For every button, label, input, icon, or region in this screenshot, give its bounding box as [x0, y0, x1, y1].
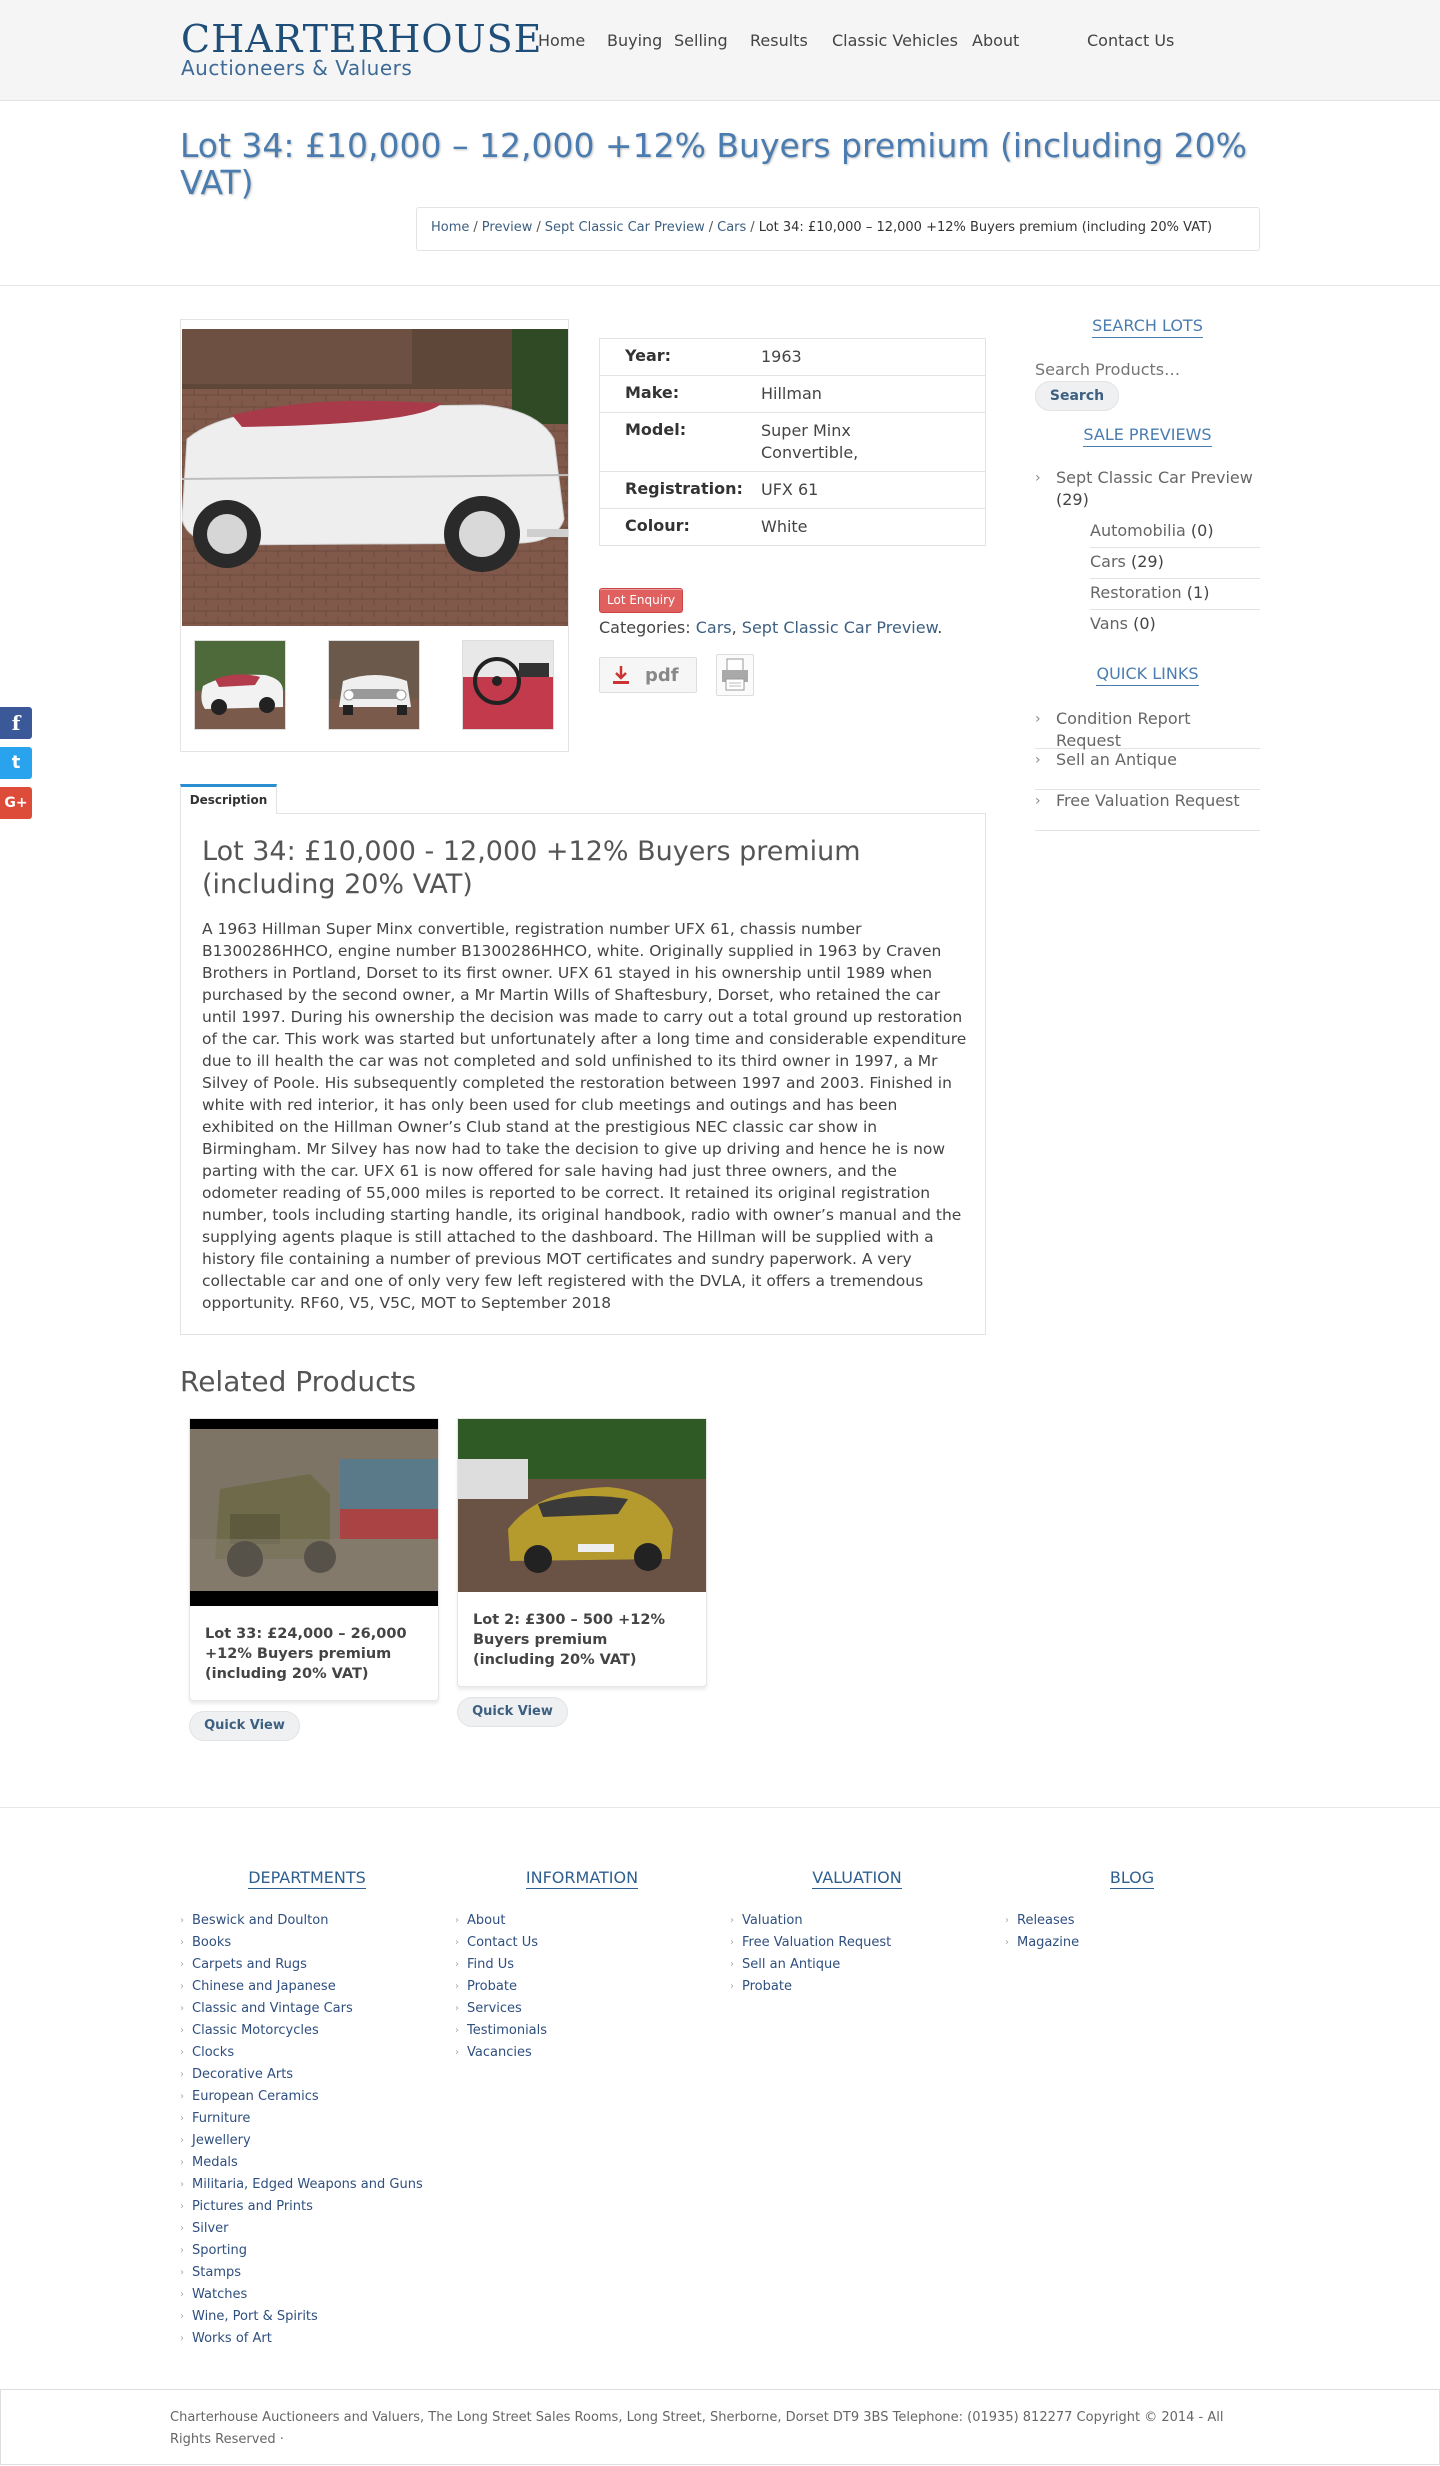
footer-link-label: Beswick and Doulton	[192, 1913, 329, 1928]
footer-heading-text: DEPARTMENTS	[248, 1868, 366, 1887]
bullet-icon: ›	[1005, 1937, 1009, 1948]
footer-link-label: Books	[192, 1935, 232, 1950]
description-title: Lot 34: £10,000 - 12,000 +12% Buyers premium (including 20% VAT)	[202, 836, 861, 900]
quick-view-button[interactable]: Quick View	[189, 1711, 300, 1741]
footer-link[interactable]	[455, 1954, 547, 1976]
quick-link-condition-report[interactable]	[1035, 708, 1260, 749]
footer-link[interactable]	[180, 2240, 423, 2262]
footer-link[interactable]	[180, 1998, 423, 2020]
footer-link-label: Probate	[467, 1979, 517, 1994]
footer-link[interactable]	[455, 1932, 547, 1954]
footer-link-label: Sporting	[192, 2243, 248, 2258]
footer-link[interactable]	[730, 1976, 891, 1998]
description-body: A 1963 Hillman Super Minx convertible, registration number UFX 61, chassis number B1300286HHCO, engine number B1300286HHCO, white. Originally supplied in 1963 by Craven Brothers in Portland, Dorset to its first owner. UFX 61 stayed in his ownership until 1989 when purchased by the second owner, a Mr Martin Wills of Shaftesbury, Dorset, who retained the car until 1997. During his ownership the decision was made to carry out a total ground up restoration of the car. This work was started but unfortunately after a long time and considerable expenditure due to ill health the car was not completed and sold unfinished to its third owner in 1997, a Mr Silvey of Poole. His subsequently completed the restoration between 1997 and 2003. Finished in white with red interior, it has only been used for club meetings and outings and has been exhibited on the Hillman Owner’s Club stand at the prestigious NEC classic car show in Birmingham. Mr Silvey has now had to take the decision to give up driving and hence he is now parting with the car. UFX 61 is now offered for sale having had just three owners, and the odometer reading of 55,000 miles is reported to be correct. It retained its original registration number, tools including starting handle, its original handbook, radio with owner’s manual and the supplying agents plaque is still attached to the dashboard. The Hillman will be supplied with a history file containing a number of previous MOT certificates and sundry paperwork. A very collectable car and one of only very few left registered with the DVLA, it offers a tremendous opportunity. RF60, V5, V5C, MOT to September 2018	[202, 920, 967, 1312]
footer-link-label: Releases	[1017, 1913, 1075, 1928]
footer-heading-text: INFORMATION	[525, 1868, 639, 1887]
subitem-count: (1)	[1186, 583, 1210, 602]
footer-link-label: Vacancies	[467, 2045, 532, 2060]
pdf-download-button[interactable]	[599, 657, 697, 693]
bullet-icon: ›	[180, 2289, 184, 2300]
footer-heading-text: BLOG	[1109, 1868, 1155, 1887]
footer-link[interactable]	[180, 2196, 423, 2218]
footer-link-label: Silver	[192, 2221, 229, 2236]
bullet-icon: ›	[180, 2267, 184, 2278]
spec-label: Registration:	[625, 479, 743, 498]
spec-row-year	[600, 339, 985, 376]
related-product-card[interactable]	[457, 1418, 707, 1687]
footer-list	[730, 1910, 891, 1998]
footer-link-label: Valuation	[742, 1913, 803, 1928]
categories-separator: ,	[731, 618, 742, 637]
footer-link-label: Medals	[192, 2155, 238, 2170]
category-link-cars[interactable]: Cars	[695, 618, 732, 637]
copyright-bar	[0, 2389, 1440, 2465]
breadcrumb-separator: /	[708, 220, 714, 235]
footer-link-label: Free Valuation Request	[742, 1935, 892, 1950]
footer-column-valuation	[730, 1868, 984, 1994]
footer-link[interactable]	[180, 2042, 423, 2064]
subitem-count: (0)	[1190, 521, 1214, 540]
footer-link[interactable]	[1005, 1932, 1079, 1954]
footer-link[interactable]	[455, 1998, 547, 2020]
footer-link[interactable]	[180, 1932, 423, 1954]
gallery-thumbnail[interactable]	[194, 640, 286, 730]
footer-heading	[455, 1868, 709, 1887]
spec-row-make	[600, 376, 985, 413]
related-product-card[interactable]	[189, 1418, 439, 1701]
nav-classic-vehicles[interactable]: Classic Vehicles	[832, 31, 958, 50]
bullet-icon: ›	[180, 2047, 184, 2058]
search-lots-heading	[1035, 316, 1260, 335]
bullet-icon: ›	[180, 2245, 184, 2256]
categories-suffix: .	[937, 618, 943, 637]
related-product-title[interactable]: Lot 2: £300 – 500 +12% Buyers premium (including 20% VAT)	[473, 1612, 665, 1668]
footer-link[interactable]	[455, 1976, 547, 1998]
footer-heading-text: VALUATION	[812, 1868, 902, 1887]
footer-link-label: Services	[467, 2001, 522, 2016]
copyright-text: Charterhouse Auctioneers and Valuers, The Long Street Sales Rooms, Long Street, Sherborne, Dorset DT9 3BS Telephone: (01935) 812277 Copyright © 2014 - All Rights Reserved ·	[170, 2410, 1224, 2447]
site-logo[interactable]	[181, 18, 542, 80]
footer-link-label: Watches	[192, 2287, 248, 2302]
footer-link[interactable]	[1005, 1910, 1079, 1932]
bullet-icon: ›	[180, 2223, 184, 2234]
footer-link[interactable]	[180, 1910, 423, 1932]
chevron-right-icon: ›	[1035, 711, 1041, 727]
breadcrumb-home[interactable]: Home	[431, 220, 470, 235]
spec-value: UFX 61	[761, 480, 819, 499]
main-product-image[interactable]	[182, 329, 568, 626]
footer-link-label: Stamps	[192, 2265, 242, 2280]
subitem-link-restoration[interactable]: Restoration	[1090, 583, 1182, 602]
footer-link[interactable]	[180, 2218, 423, 2240]
quick-link-sell-antique[interactable]	[1035, 749, 1260, 790]
chevron-right-icon: ›	[1035, 752, 1041, 768]
footer-link[interactable]	[180, 2174, 423, 2196]
quick-link-label: Free Valuation Request	[1056, 791, 1240, 810]
footer-heading	[730, 1868, 984, 1887]
footer-column-departments	[180, 1868, 434, 2346]
footer-link-label: European Ceramics	[192, 2089, 319, 2104]
bullet-icon: ›	[180, 1937, 184, 1948]
bullet-icon: ›	[180, 2157, 184, 2168]
sale-previews-heading	[1035, 425, 1260, 444]
footer-link-label: Militaria, Edged Weapons and Guns	[192, 2177, 423, 2192]
quick-links-heading-text: QUICK LINKS	[1096, 664, 1198, 686]
bullet-icon: ›	[180, 1981, 184, 1992]
bullet-icon: ›	[180, 2333, 184, 2344]
footer-heading	[1005, 1868, 1259, 1887]
footer-link-label: Chinese and Japanese	[192, 1979, 336, 1994]
breadcrumb-preview[interactable]: Preview	[481, 220, 533, 235]
nav-selling[interactable]: Selling	[674, 31, 728, 50]
quick-link-label: Condition Report Request	[1056, 709, 1191, 750]
sale-preview-item	[1035, 467, 1260, 511]
product-gallery	[180, 319, 569, 752]
nav-contact-us[interactable]: Contact Us	[1087, 31, 1175, 50]
site-header	[0, 0, 1440, 101]
bullet-icon: ›	[180, 2201, 184, 2212]
download-icon	[610, 664, 632, 690]
footer-link-label: Wine, Port & Spirits	[192, 2309, 318, 2324]
spec-label: Make:	[625, 383, 680, 402]
bullet-icon: ›	[455, 1959, 459, 1970]
sale-preview-link[interactable]: Sept Classic Car Preview	[1056, 468, 1253, 487]
footer-list	[1005, 1910, 1079, 1954]
bullet-icon: ›	[730, 1937, 734, 1948]
search-button[interactable]: Search	[1035, 381, 1119, 411]
facebook-icon[interactable]: f	[0, 707, 32, 739]
spec-row-registration	[600, 472, 985, 509]
bullet-icon: ›	[180, 2113, 184, 2124]
spec-label: Model:	[625, 420, 687, 439]
subitem-count: (0)	[1133, 614, 1156, 633]
google-plus-icon[interactable]: G+	[0, 787, 32, 819]
sale-preview-subitem	[1090, 579, 1260, 610]
footer-link-label: Testimonials	[467, 2023, 548, 2038]
subitem-link-cars[interactable]: Cars	[1090, 552, 1126, 571]
bullet-icon: ›	[730, 1981, 734, 1992]
footer-link[interactable]	[730, 1954, 891, 1976]
nav-results[interactable]: Results	[750, 31, 808, 50]
gallery-thumbnail[interactable]	[462, 640, 554, 730]
bullet-icon: ›	[180, 2069, 184, 2080]
description-panel	[180, 813, 986, 1335]
page-title: Lot 34: £10,000 – 12,000 +12% Buyers premium (including 20% VAT)	[180, 126, 1248, 202]
nav-buying[interactable]: Buying	[607, 31, 663, 50]
category-link-sept-classic-car-preview[interactable]: Sept Classic Car Preview	[741, 618, 938, 637]
bullet-icon: ›	[180, 2025, 184, 2036]
related-products-heading: Related Products	[180, 1365, 417, 1398]
quick-view-button[interactable]: Quick View	[457, 1697, 568, 1727]
categories-label: Categories:	[599, 618, 691, 637]
chevron-right-icon: ›	[1035, 793, 1041, 809]
footer-link[interactable]	[180, 1976, 423, 1998]
printer-icon	[721, 658, 749, 696]
spec-label: Colour:	[625, 516, 690, 535]
bullet-icon: ›	[455, 2047, 459, 2058]
sale-preview-subitem	[1090, 517, 1260, 548]
quick-links-heading	[1035, 664, 1260, 683]
related-product-title[interactable]: Lot 33: £24,000 – 26,000 +12% Buyers premium (including 20% VAT)	[205, 1626, 407, 1682]
footer-link[interactable]	[180, 2108, 423, 2130]
spec-value: Super Minx Convertible,	[761, 421, 859, 462]
bullet-icon: ›	[1005, 1915, 1009, 1926]
logo-tagline: Auctioneers & Valuers	[181, 56, 413, 80]
footer-divider	[0, 1807, 1440, 1808]
nav-about[interactable]: About	[972, 31, 1020, 50]
sale-preview-count: (29)	[1056, 490, 1089, 509]
footer-link[interactable]	[180, 2328, 423, 2350]
footer-link-label: Probate	[742, 1979, 792, 1994]
footer-column-blog	[1005, 1868, 1259, 1950]
chevron-right-icon: ›	[1035, 470, 1041, 486]
footer-link[interactable]	[455, 1910, 547, 1932]
footer-link[interactable]	[730, 1910, 891, 1932]
pdf-label: pdf	[645, 665, 679, 686]
footer-link[interactable]	[730, 1932, 891, 1954]
footer-link[interactable]	[180, 2020, 423, 2042]
quick-link-label: Sell an Antique	[1056, 750, 1177, 769]
bullet-icon: ›	[455, 2025, 459, 2036]
subitem-link-vans[interactable]: Vans	[1090, 614, 1128, 633]
twitter-icon[interactable]: t	[0, 747, 32, 779]
breadcrumb-separator: /	[750, 220, 755, 235]
lot-enquiry-button[interactable]: Lot Enquiry	[599, 588, 683, 613]
bullet-icon: ›	[455, 1915, 459, 1926]
bullet-icon: ›	[455, 1981, 459, 1992]
footer-link-label: Pictures and Prints	[192, 2199, 313, 2214]
footer-link[interactable]	[455, 2042, 547, 2064]
breadcrumb-sept-classic-car-preview[interactable]: Sept Classic Car Preview	[544, 220, 705, 235]
footer-link-label: Clocks	[192, 2045, 235, 2060]
bullet-icon: ›	[455, 1937, 459, 1948]
breadcrumb-current: Lot 34: £10,000 – 12,000 +12% Buyers premium (including 20% VAT)	[758, 220, 1213, 235]
bullet-icon: ›	[180, 2091, 184, 2102]
sale-preview-subitem	[1090, 610, 1260, 641]
logo-wordmark: CHARTERHOUSE	[181, 17, 543, 61]
specifications-table	[599, 338, 986, 546]
breadcrumb	[416, 207, 1260, 251]
subitem-count: (29)	[1130, 552, 1164, 571]
footer-link[interactable]	[455, 2020, 547, 2042]
tab-description[interactable]: Description	[180, 784, 277, 814]
related-product-image[interactable]	[190, 1419, 438, 1606]
sale-preview-subitem	[1090, 548, 1260, 579]
footer-link-label: Sell an Antique	[742, 1957, 841, 1972]
search-lots-heading-text: SEARCH LOTS	[1092, 316, 1203, 338]
footer-link[interactable]	[180, 2130, 423, 2152]
spec-label: Year:	[625, 346, 672, 365]
spec-row-model	[600, 413, 985, 472]
breadcrumb-separator: /	[473, 220, 478, 235]
footer-link-label: Contact Us	[467, 1935, 538, 1950]
footer-link[interactable]	[180, 2086, 423, 2108]
footer-link-label: Jewellery	[192, 2133, 251, 2148]
footer-link-label: Decorative Arts	[192, 2067, 294, 2082]
footer-link-label: Classic Motorcycles	[192, 2023, 319, 2038]
footer-heading	[180, 1868, 434, 1887]
bullet-icon: ›	[180, 2179, 184, 2190]
footer-link-label: Carpets and Rugs	[192, 1957, 307, 1972]
bullet-icon: ›	[180, 1959, 184, 1970]
footer-link[interactable]	[180, 2284, 423, 2306]
footer-link[interactable]	[180, 2152, 423, 2174]
footer-link-label: About	[467, 1913, 506, 1928]
related-product-image[interactable]	[458, 1419, 706, 1592]
bullet-icon: ›	[730, 1915, 734, 1926]
spec-value: 1963	[761, 347, 802, 366]
footer-link[interactable]	[180, 2064, 423, 2086]
footer-link-label: Classic and Vintage Cars	[192, 2001, 353, 2016]
spec-row-colour	[600, 509, 985, 545]
bullet-icon: ›	[730, 1959, 734, 1970]
gallery-thumbnail[interactable]	[328, 640, 420, 730]
spec-value: Hillman	[761, 384, 822, 403]
subitem-link-automobilia[interactable]: Automobilia	[1090, 521, 1186, 540]
search-products-input[interactable]	[1035, 357, 1260, 381]
bullet-icon: ›	[455, 2003, 459, 2014]
spec-value: White	[761, 517, 808, 536]
footer-link[interactable]	[180, 1954, 423, 1976]
footer-list	[180, 1910, 423, 2350]
footer-link[interactable]	[180, 2306, 423, 2328]
bullet-icon: ›	[180, 1915, 184, 1926]
bullet-icon: ›	[180, 2003, 184, 2014]
sale-previews-heading-text: SALE PREVIEWS	[1083, 425, 1211, 447]
footer-link[interactable]	[180, 2262, 423, 2284]
nav-home[interactable]: Home	[538, 31, 586, 50]
footer-link-label: Find Us	[467, 1957, 515, 1972]
bullet-icon: ›	[180, 2311, 184, 2322]
footer-link-label: Magazine	[1017, 1935, 1080, 1950]
footer-list	[455, 1910, 547, 2064]
footer-link-label: Works of Art	[192, 2331, 272, 2346]
product-categories	[599, 618, 942, 637]
breadcrumb-cars[interactable]: Cars	[717, 220, 747, 235]
print-button[interactable]	[716, 654, 754, 696]
quick-link-free-valuation[interactable]	[1035, 790, 1260, 831]
footer-link-label: Furniture	[192, 2111, 251, 2126]
breadcrumb-separator: /	[536, 220, 541, 235]
bullet-icon: ›	[180, 2135, 184, 2146]
footer-column-information	[455, 1868, 709, 2060]
